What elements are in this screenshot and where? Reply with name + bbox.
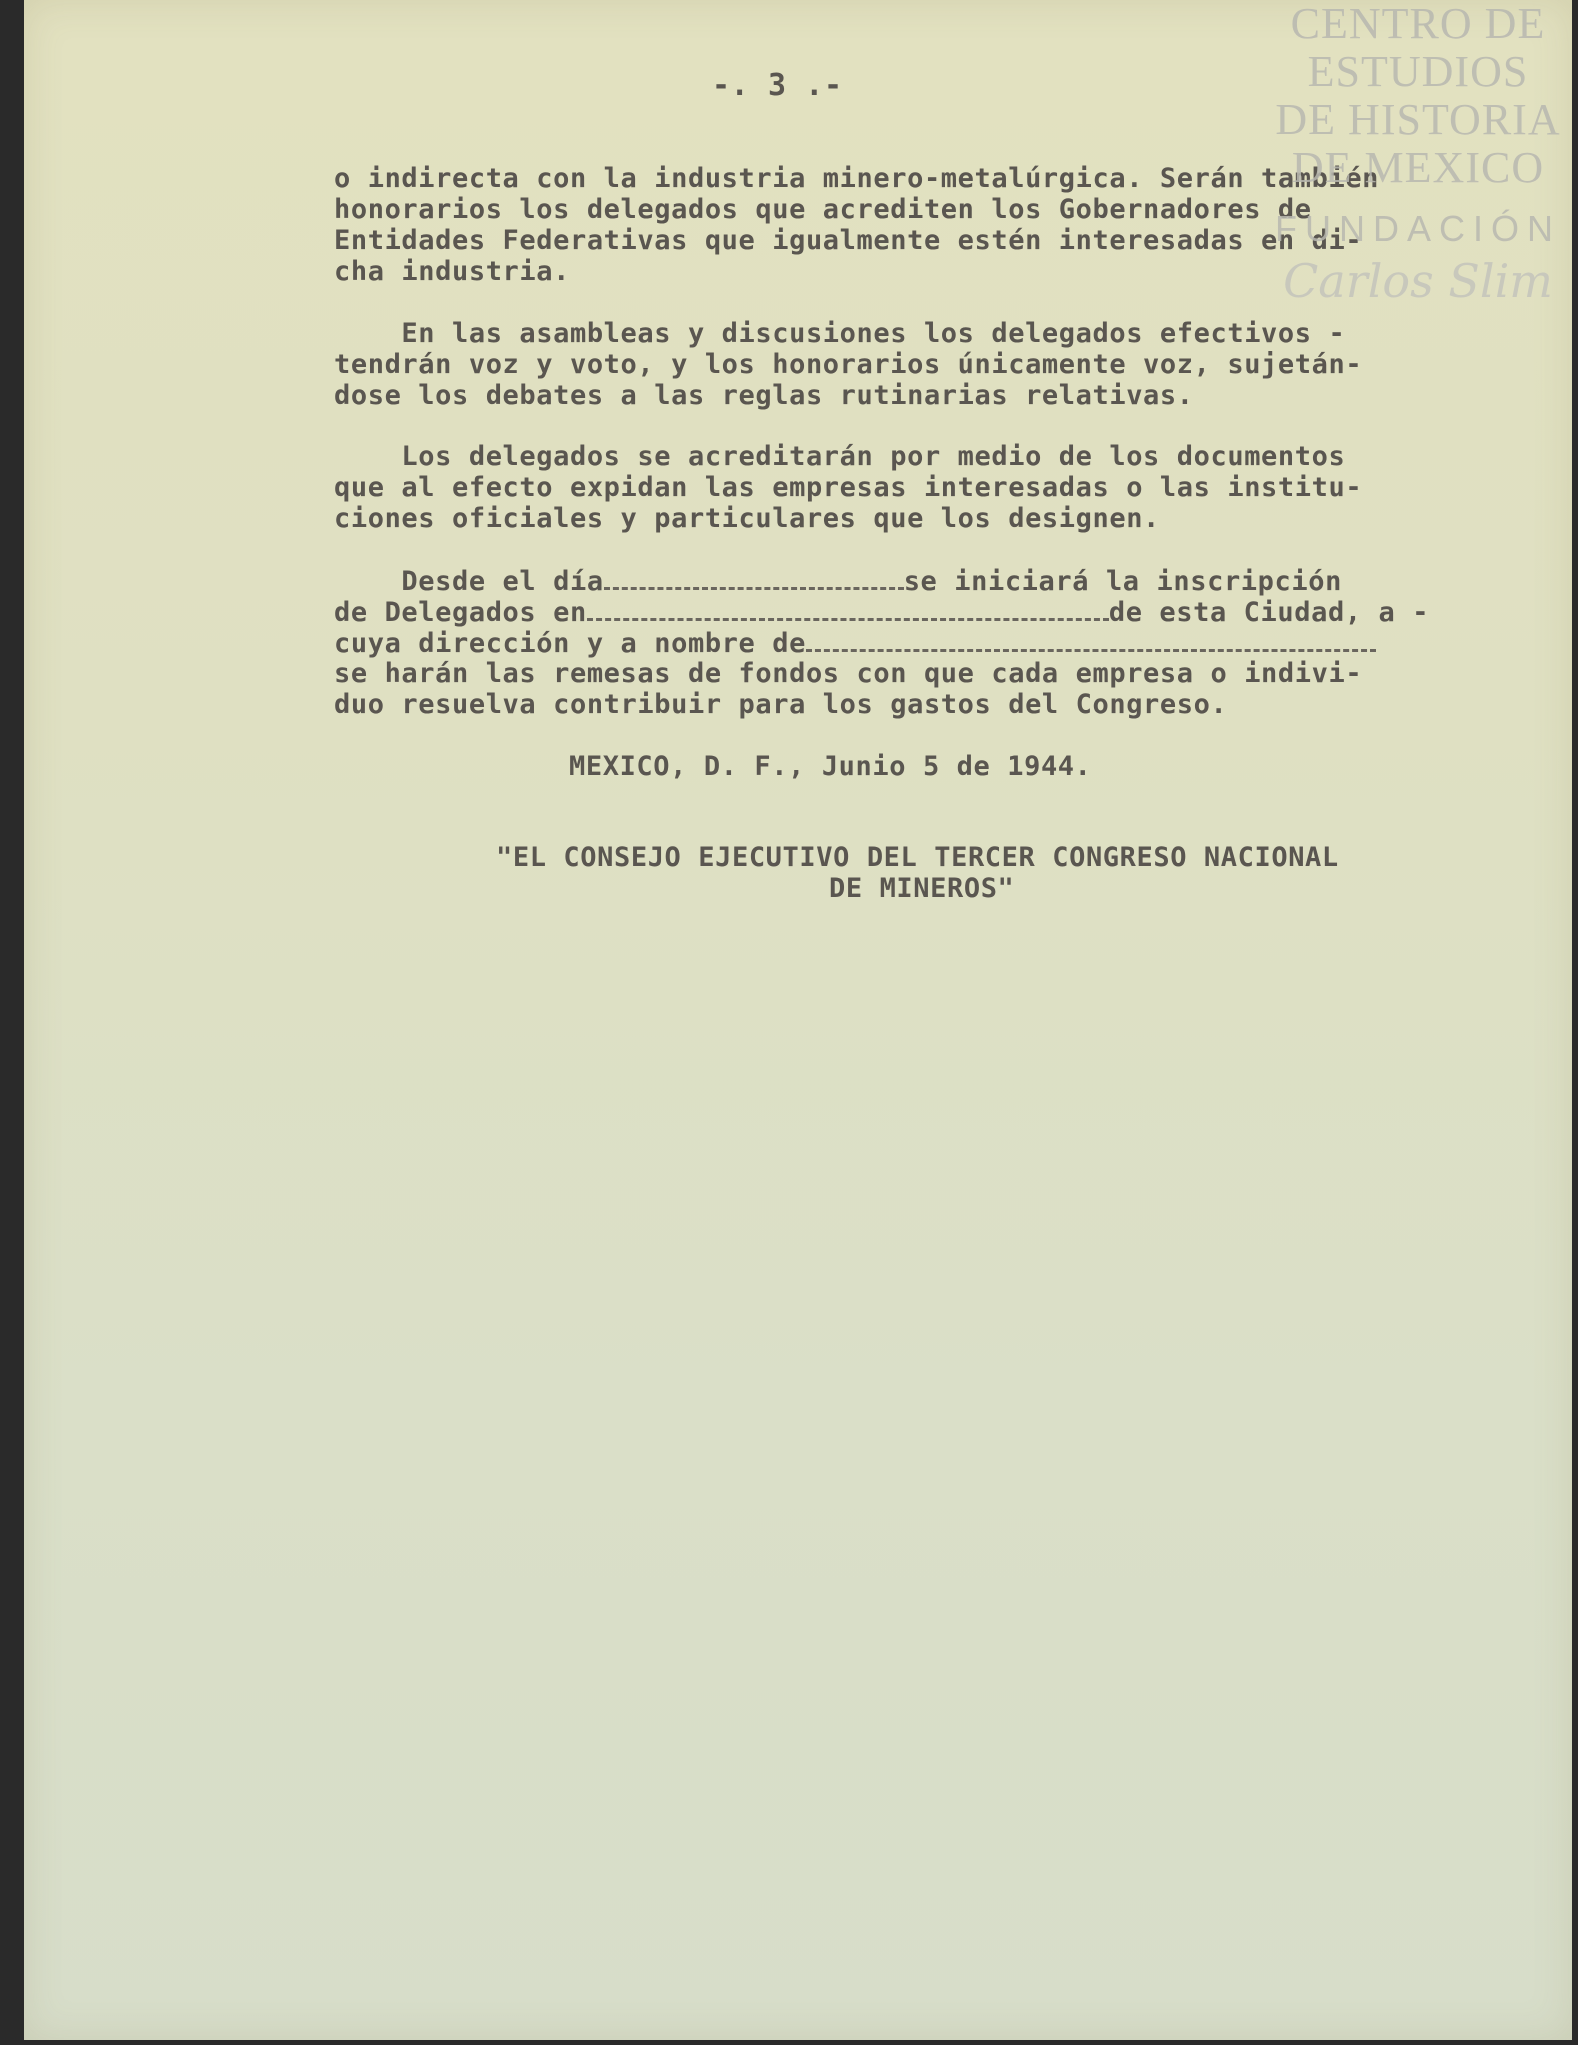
signature-line-1: "EL CONSEJO EJECUTIVO DEL TERCER CONGRESO NACIONAL: [496, 842, 1339, 873]
watermark-line-1: CENTRO DE: [1290, 0, 1546, 48]
watermark-line-2: ESTUDIOS: [1307, 47, 1529, 96]
paragraph-4-line-2: [334, 596, 1429, 628]
paragraph-4-line-1: [334, 565, 1342, 597]
paragraph-2-line-2: tendrán voz y voto, y los honorarios únicamente voz, sujetán-: [334, 349, 1363, 380]
paragraph-1-line-1: o indirecta con la industria minero-metalúrgica. Serán también: [334, 163, 1380, 194]
paragraph-4-line-3: [334, 627, 1376, 659]
archive-watermark: [1258, 0, 1578, 320]
registration-place-label: de Delegados en: [334, 597, 587, 628]
registration-date-label: Desde el día: [334, 566, 604, 597]
date-line: MEXICO, D. F., Junio 5 de 1944.: [569, 751, 1092, 782]
paragraph-4-line-4: se harán las remesas de fondos con que cada empresa o indivi-: [334, 658, 1363, 689]
paragraph-1-line-3: Entidades Federativas que igualmente estén interesadas en di-: [334, 225, 1363, 256]
date-blank: [604, 565, 904, 590]
paragraph-1-line-2: honorarios los delegados que acrediten los Gobernadores de: [334, 194, 1312, 225]
signature-line-2: DE MINEROS": [829, 873, 1015, 904]
page-number: -. 3 .-: [712, 68, 843, 103]
paragraph-1-line-4: cha industria.: [334, 256, 570, 287]
paragraph-2-line-1: En las asambleas y discusiones los delegados efectivos -: [334, 318, 1346, 349]
place-blank: [587, 596, 1109, 621]
registration-start-text: se iniciará la inscripción: [903, 566, 1342, 597]
watermark-signature: Carlos Slim: [1283, 254, 1553, 308]
watermark-fundacion: FUNDACIÓN: [1275, 208, 1561, 249]
watermark-line-4: DE MEXICO: [1291, 143, 1545, 192]
paragraph-3-line-2: que al efecto expidan las empresas interesadas o las institu-: [334, 472, 1363, 503]
name-blank: [806, 627, 1376, 652]
paragraph-3-line-1: Los delegados se acreditarán por medio de los documentos: [334, 441, 1346, 472]
paragraph-4-line-5: duo resuelva contribuir para los gastos del Congreso.: [334, 689, 1228, 720]
city-text: de esta Ciudad, a -: [1108, 597, 1430, 628]
paragraph-2-line-3: dose los debates a las reglas rutinarias relativas.: [334, 380, 1194, 411]
name-label: cuya dirección y a nombre de: [334, 628, 806, 659]
watermark-line-3: DE HISTORIA: [1275, 95, 1561, 144]
paragraph-3-line-3: ciones oficiales y particulares que los designen.: [334, 503, 1160, 534]
